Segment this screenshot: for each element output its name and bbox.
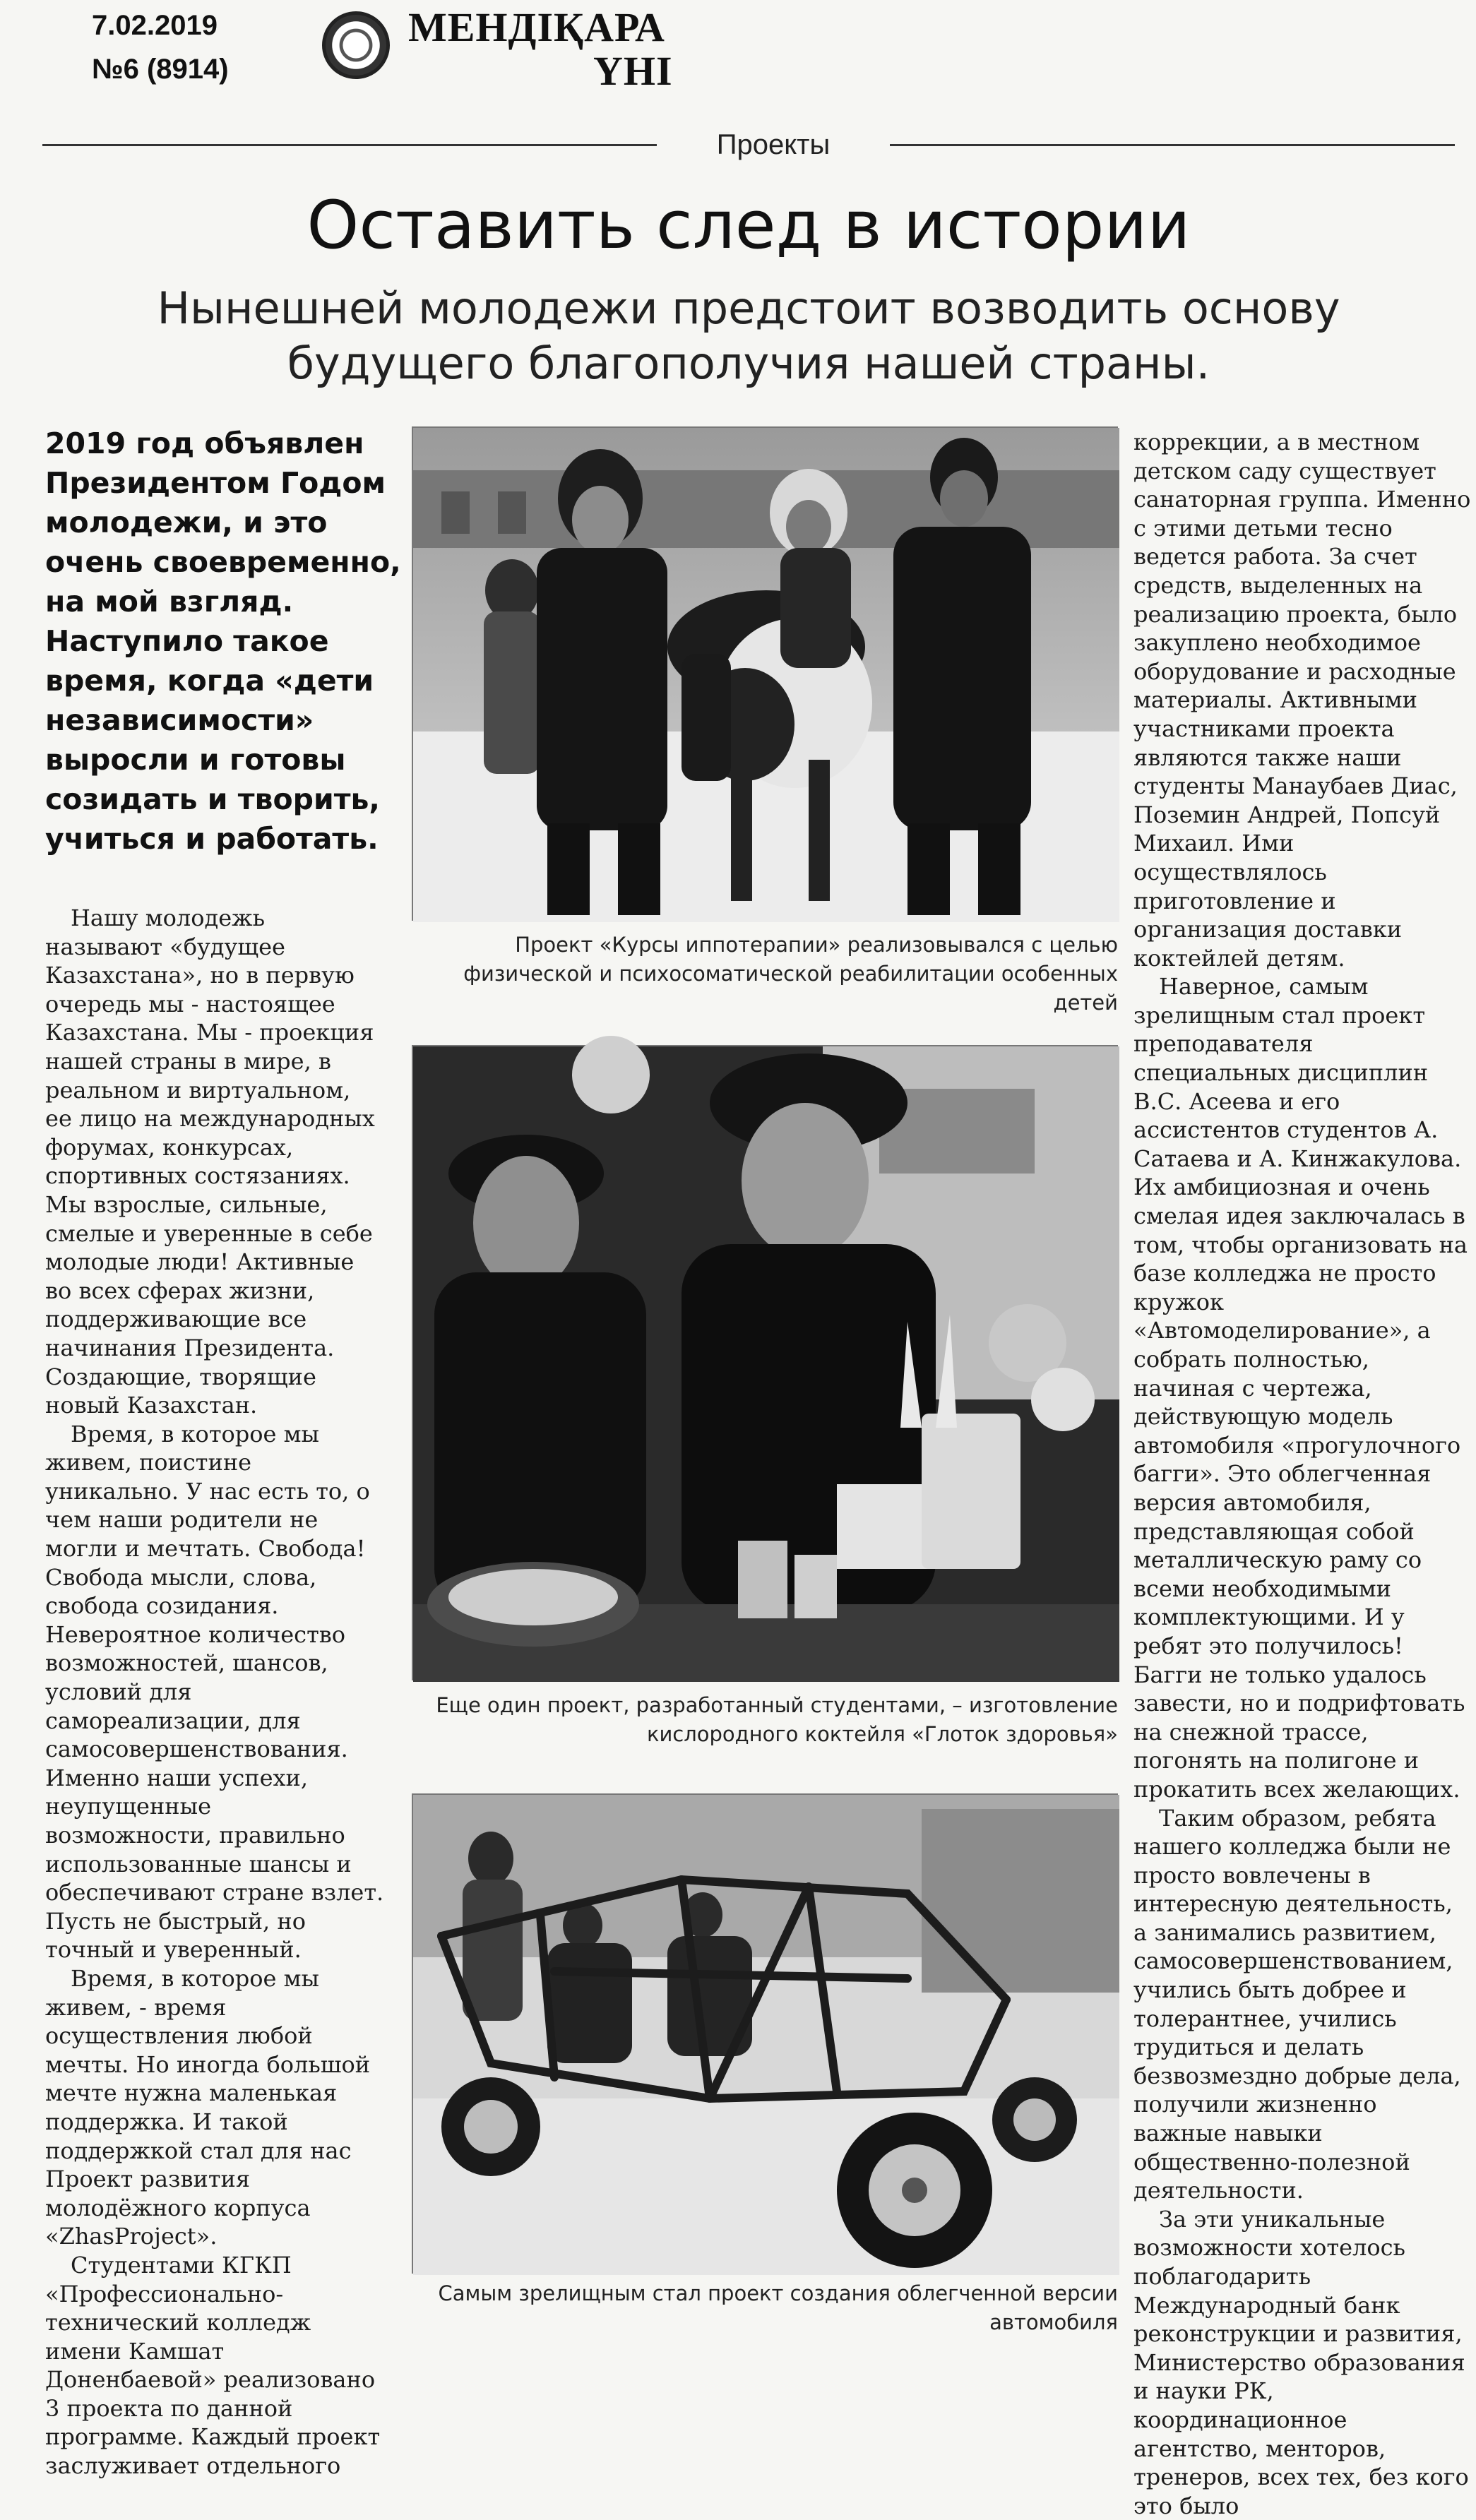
photo-caption-oxygen-cocktail: Еще один проект, разработанный студентами, – изготовление кислородного коктейля «Глоток здоровья» [436,1693,1118,1746]
paragraph: За эти уникальные возможности хотелось поблагодарить Международный банк реконструкции и развития, Министерство образования и науки РК, координационное агентство, менторов, тренеров, всех тех, без кого это было [1133,2205,1469,2519]
photo-hippotherapy [412,426,1118,921]
paragraph: Наверное, самым зрелищным стал проект преподавателя специальных дисциплин В.С. Асеева и его ассистентов студентов А. Сатаева и А. Кинжакулова. Их амбициозная и очень смелая идея заключалась в том, чтобы организовать на базе колледжа не просто кружок «Автомоделирование», а собрать полностью, начиная с чертежа, действующую модель автомобиля «прогулочного багги». Это облегченная версия автомобиля, представляющая собой металлическую раму со всеми необходимыми комплектующими. И у ребят это получилось! Багги не только удалось завести, но и подрифтовать на снежной трассе, погонять на полигоне и прокатить всех желающих. [1133,973,1468,1803]
photo-caption-hippotherapy: Проект «Курсы иппотерапии» реализовывался с целью физической и психосоматической реабилитации особенных детей [463,933,1118,1015]
rule-left [42,144,657,146]
newspaper-name-line1: МЕНДІҚАРА [408,4,665,50]
photo-buggy [412,1793,1118,2274]
newspaper-name-line2: ҮНІ [593,48,673,94]
photo-buggy-image [413,1795,1119,2275]
left-column [45,904,384,2480]
newspaper-emblem-icon [322,11,390,79]
photo-oxygen-cocktail-image [413,1046,1119,1682]
masthead [0,0,1476,120]
rule-right [890,144,1455,146]
paragraph: Таким образом, ребята нашего колледжа были не просто вовлечены в интересную деятельность, а занимались развитием, самосовершенствованием, учились быть добрее и толерантнее, учились трудиться и делать безвозмездно добрые дела, получили жизненно важные навыки общественно-полезной деятельности. [1133,1804,1461,2204]
paragraph: Нашу молодежь называют «будущее Казахстана», но в первую очередь мы - настоящее Казахстана. Мы - проекция нашей страны в мире, в реальном и виртуальном, ее лицо на международных форумах, конкурсах, спортивных состязаниях. Мы взрослые, сильные, смелые и уверенные в себе молодые люди! Активные во всех сферах жизни, поддерживающие все начинания Президента. Создающие, творящие новый Казахстан. [45,904,375,1419]
section-rule [42,127,1455,162]
issue-number: №6 (8914) [92,54,229,85]
photo-hippotherapy-image [413,428,1119,922]
article-subheadline: Нынешней молодежи предстоит возводить основу будущего благополучия нашей страны. [157,282,1340,389]
paragraph: Студентами КГКП «Профессионально-технический колледж имени Камшат Доненбаевой» реализовано 3 проекта по данной программе. Каждый проект заслуживает отдельного [45,2251,381,2480]
photo-caption-buggy: Самым зрелищным стал проект создания облегченной версии автомобиля [438,2281,1118,2334]
paragraph: Время, в которое мы живем, - время осуществления любой мечты. Но иногда большой мечте нужна маленькая поддержка. И такой поддержкой стал для нас Проект развития молодёжного корпуса «ZhasProject». [45,1964,371,2250]
article-headline: Оставить след в истории [306,187,1191,264]
photo-oxygen-cocktail [412,1045,1118,1680]
right-column [1133,428,1472,2519]
issue-date: 7.02.2019 [92,10,218,41]
paragraph: Время, в которое мы живем, поистине уникально. У нас есть то, о чем наши родители не могли и мечтать. Свобода! Свобода мысли, слова, свобода созидания. Невероятное количество возможностей, шансов, условий для самореализации, для самосовершенствования. Именно наши успехи, неупущенные возможности, правильно использованные шансы и обеспечивают стране взлет. Пусть не быстрый, но точный и уверенный. [45,1420,384,1964]
section-label: Проекты [716,129,831,160]
article-lead: 2019 год объявлен Президентом Годом молодежи, и это очень своевременно, на мой взгляд. Наступило такое время, когда «дети независимости» выросли и готовы созидать и творить, учиться и работать. [45,426,401,856]
paragraph: коррекции, а в местном детском саду существует санаторная группа. Именно с этими детьми тесно ведется работа. За счет средств, выделенных на реализацию проекта, было закуплено необходимое оборудование и расходные материалы. Активными участниками проекта являются также наши студенты Манаубаев Диас, Поземин Андрей, Попсуй Михаил. Ими осуществлялось приготовление и организация доставки коктейлей детям. [1133,429,1471,972]
